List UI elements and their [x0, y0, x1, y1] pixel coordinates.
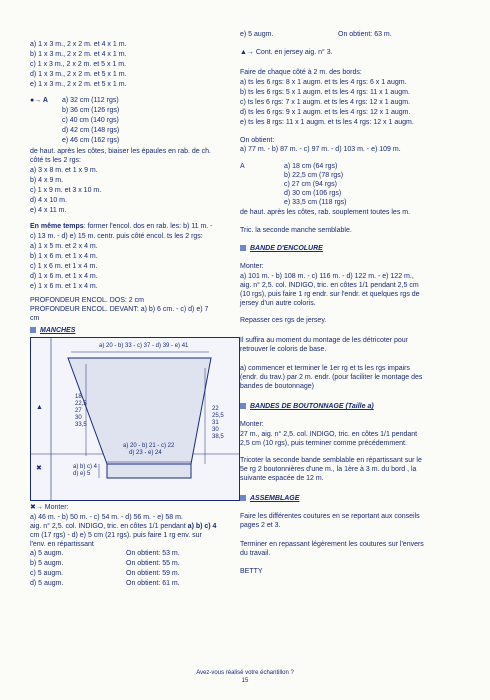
button-band-line: 2,5 cm (10 rgs), puis terminer comme précédemment. [240, 440, 407, 447]
button-band-line: 27 m., aig. n° 2,5. col. INDIGO, tric. en côtes 1/1 pendant [240, 431, 418, 438]
bottom-measure: a) 20 - b) 21 - c) 22 d) 23 - e) 24 [123, 443, 175, 456]
neck-line: c) 1 x 6 m. et 1 x 4 m. [30, 263, 98, 270]
continue-instruction: ▲→ Cont. en jersey aig. n° 3. [240, 49, 333, 56]
decrease-line: c) 1 x 3 m., 2 x 2 m. et 5 x 1 m. [30, 61, 127, 68]
rib-measure: a) b) c) 4 d) e) 5 [73, 464, 98, 477]
height-size: a) 32 cm (112 rgs) [62, 97, 119, 104]
neckband-line: (10 rgs), puis faire 1 rg endr. sur l'endr. et quelques rgs de [240, 291, 420, 298]
section-bullet-icon [240, 245, 246, 251]
arrow-marker: ●→ A [30, 97, 48, 104]
section-bullet-icon [30, 327, 36, 333]
cast-on-line: cm (17 rgs) - d) e) 5 cm (21 rgs). puis faire 1 rg env. sur [30, 532, 202, 539]
shoulder-instruction: côté ts les 2 rgs: [30, 157, 81, 164]
decrease-line: b) 1 x 3 m., 2 x 2 m. et 4 x 1 m. [30, 51, 127, 58]
page-number: 15 [241, 678, 249, 684]
decrease-line: d) 1 x 3 m., 2 x 2 m. et 5 x 1 m. [30, 71, 127, 78]
neck-line: e) 1 x 6 m. et 1 x 4 m. [30, 283, 98, 290]
decrease-line: e) 1 x 3 m., 2 x 2 m. et 5 x 1 m. [30, 81, 127, 88]
side-increase-line: e) ts les 8 rgs: 11 x 1 augm. et ts les 4 rgs: 12 x 1 augm. [240, 119, 414, 126]
height-size: c) 27 cm (94 rgs) [284, 181, 337, 188]
decrease-line: a) 1 x 3 m., 2 x 2 m. et 4 x 1 m. [30, 41, 127, 48]
height-size: e) 46 cm (162 rgs) [62, 137, 120, 144]
shoulder-instruction: de haut. après les côtes, biaiser les épaules en rab. de ch. [30, 148, 211, 155]
sleeve-shape-svg [31, 338, 239, 500]
section-bullet-icon [240, 403, 246, 409]
shoulder-line: d) 4 x 10 m. [30, 197, 67, 204]
buttonhole-instruction: Tricoter la seconde bande semblable en répartissant sur le [240, 457, 422, 464]
neckband-line: aig. n° 2,5. col. INDIGO, tric. en côtes 1/1 pendant 2,5 cm [240, 282, 419, 289]
neck-line: a) 1 x 5 m. et 2 x 4 m. [30, 243, 98, 250]
increase-row: e) 5 augm. [240, 31, 274, 38]
unravel-note: Il suffira au moment du montage de les détricoter pour [240, 337, 408, 344]
shoulder-line: c) 1 x 9 m. et 3 x 10 m. [30, 187, 102, 194]
assembly-line: Terminer en repassant légèrement les coutures sur l'envers [240, 541, 424, 548]
increase-row: b) 5 augm. [30, 560, 64, 567]
sleeves-heading: MANCHES [30, 326, 75, 335]
neck-line: b) 1 x 6 m. et 1 x 4 m. [30, 253, 98, 260]
buttonhole-instruction: suivante espacée de 12 m. [240, 475, 324, 482]
neckband-heading: BANDE D'ENCOLURE [240, 244, 323, 253]
height-size: d) 42 cm (148 rgs) [62, 127, 120, 134]
section-bullet-icon [240, 495, 246, 501]
assembly-line: pages 2 et 3. [240, 522, 281, 529]
left-measure: 18 22,5 27 30 33,5 [75, 394, 87, 428]
side-increase-intro: Faire de chaque côté à 2 m. des bords: [240, 69, 362, 76]
obtained-row: On obtient: 61 m. [126, 580, 180, 587]
neck-depth-front: PROFONDEUR ENCOL. DEVANT: a) b) 6 cm. - c) d) e) 7 [30, 306, 209, 313]
obtained-label: On obtient: [240, 137, 275, 144]
shoulder-line: a) 3 x 8 m. et 1 x 9 m. [30, 167, 98, 174]
cast-on-line: aig. n° 2,5. col. INDIGO, tric. en côtes 1/1 pendant a) b) c) 4 [30, 523, 217, 530]
obtained-stitches: a) 77 m. - b) 87 m. - c) 97 m. - d) 103 m. - e) 109 m. [240, 146, 401, 153]
cast-on-label: Monter: [240, 263, 264, 270]
second-sleeve-instruction: Tric. la seconde manche semblable. [240, 227, 352, 234]
neck-depth-front: cm [30, 315, 40, 322]
shoulder-line: b) 4 x 9 m. [30, 177, 64, 184]
right-measure: 22 25,5 31 30 38,5 [212, 406, 224, 440]
same-time-label: En même temps [30, 223, 84, 230]
swatch-question: Avez-vous réalisé votre échantillon ? [196, 670, 294, 676]
cross-marker-icon: ✖ [36, 465, 42, 472]
start-end-instruction: a) commencer et terminer le 1er rg et ts les rgs impairs [240, 365, 410, 372]
neck-depth-back: PROFONDEUR ENCOL. DOS: 2 cm [30, 297, 144, 304]
side-increase-line: c) ts les 6 rgs: 7 x 1 augm. et ts les 4 rgs: 12 x 1 augm. [240, 99, 411, 106]
height-size: e) 33,5 cm (118 rgs) [284, 199, 347, 206]
cast-on-line: l'env. en répartissant [30, 541, 94, 548]
triangle-marker-icon: ▲ [36, 404, 43, 411]
buttonhole-instruction: 5e rg 2 boutonnières d'une m., la 1ère à 3 m. du bord , la [240, 466, 417, 473]
obtained-row: On obtient: 55 m. [126, 560, 180, 567]
same-time-text: : former l'encol. dos en rab. les: b) 11 m. - [83, 223, 213, 230]
shoulder-line: e) 4 x 11 m. [30, 207, 67, 214]
increase-row: d) 5 augm. [30, 580, 64, 587]
height-size: a) 18 cm (64 rgs) [284, 163, 338, 170]
bind-off-instruction: de haut. après les côtes, rab. souplement toutes les m. [240, 209, 411, 216]
cast-on-label: ✖→ Monter: [30, 504, 69, 511]
press-instruction: Repasser ces rgs de jersey. [240, 317, 327, 324]
start-end-instruction: (endr. du trav.) par 2 m. endr. (pour faciliter le montage des [240, 374, 423, 381]
neck-line: d) 1 x 6 m. et 1 x 4 m. [30, 273, 98, 280]
side-increase-line: b) ts les 6 rgs: 5 x 1 augm. et ts les 4 rgs: 11 x 1 augm. [240, 89, 410, 96]
same-time-instruction [30, 222, 213, 231]
obtained-row: On obtient: 63 m. [338, 31, 392, 38]
button-bands-heading: BANDES DE BOUTONNAGE (Taille a) [240, 402, 374, 411]
assembly-heading: ASSEMBLAGE [240, 494, 299, 503]
obtained-row: On obtient: 59 m. [126, 570, 180, 577]
side-increase-line: d) ts les 6 rgs: 9 x 1 augm. et ts les 4 rgs: 12 x 1 augm. [240, 109, 411, 116]
start-end-instruction: bandes de boutonnage) [240, 383, 314, 390]
top-measure: a) 20 - b) 33 - c) 37 - d) 39 - e) 41 [99, 343, 189, 349]
height-size: b) 22,5 cm (78 rgs) [284, 172, 344, 179]
increase-row: a) 5 augm. [30, 550, 64, 557]
unravel-note: retrouver le coloris de base. [240, 346, 327, 353]
height-size: c) 40 cm (140 rgs) [62, 117, 119, 124]
assembly-line: Faire les différentes coutures en se reportant aux conseils [240, 513, 420, 520]
sleeve-cuff [107, 464, 191, 478]
cast-on-label: Monter: [240, 421, 264, 428]
neckband-line: jersey d'un autre coloris. [240, 300, 316, 307]
height-size: d) 30 cm (106 rgs) [284, 190, 342, 197]
assembly-line: du travail. [240, 550, 271, 557]
obtained-row: On obtient: 53 m. [126, 550, 180, 557]
increase-row: c) 5 augm. [30, 570, 64, 577]
side-increase-line: a) ts les 6 rgs: 8 x 1 augm. et ts les 4 rgs: 6 x 1 augm. [240, 79, 407, 86]
cast-on-line: a) 46 m. - b) 50 m. - c) 54 m. - d) 56 m. - e) 58 m. [30, 514, 183, 521]
marker-a: A [240, 163, 245, 170]
neckband-line: a) 101 m. - b) 108 m. - c) 116 m. - d) 122 m. - e) 122 m., [240, 273, 414, 280]
sleeve-diagram [30, 337, 240, 501]
height-size: b) 36 cm (126 rgs) [62, 107, 120, 114]
designer-signature: BETTY [240, 568, 263, 575]
same-time-instruction: c) 13 m. - d) e) 15 m. centr. puis côté encol. ts les 2 rgs: [30, 233, 203, 240]
